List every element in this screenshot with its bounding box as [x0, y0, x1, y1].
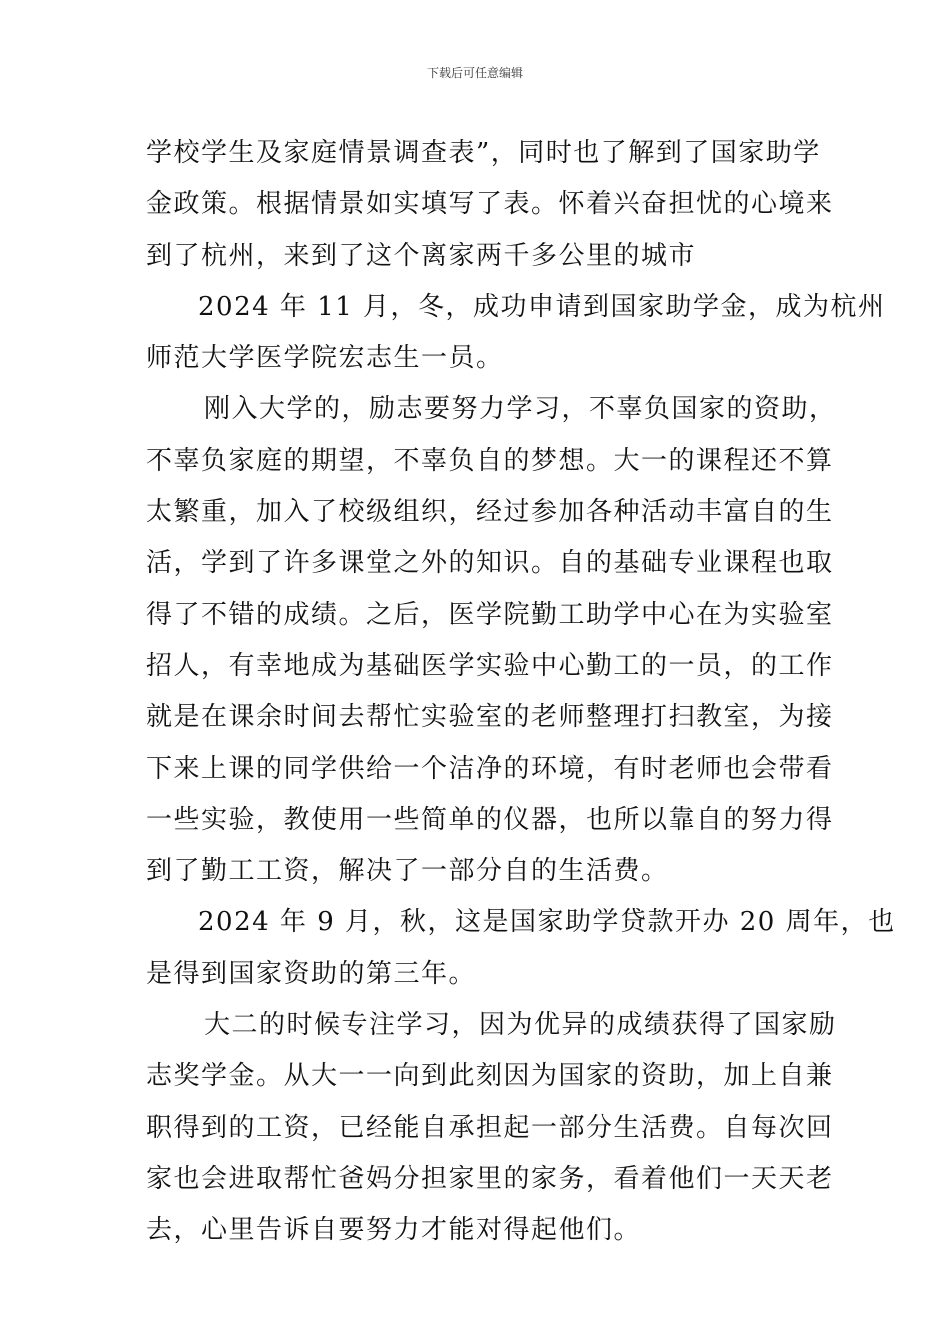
- text-line: 学校学生及家庭情景调查表”，同时也了解到了国家助学: [146, 138, 821, 168]
- text-line: 到了杭州，来到了这个离家两千多公里的城市: [146, 240, 697, 271]
- text-line: 招人，有幸地成为基础医学实验中心勤工的一员，的工作: [146, 650, 834, 681]
- text-line: 志奖学金。从大一一向到此刻因为国家的资助，加上自兼: [146, 1061, 834, 1092]
- text-line: 不辜负家庭的期望，不辜负自的梦想。大一的课程还不算: [146, 445, 834, 476]
- text-line: 得了不错的成绩。之后，医学院勤工助学中心在为实验室: [146, 599, 834, 630]
- text-line: 太繁重，加入了校级组织，经过参加各种活动丰富自的生: [146, 497, 834, 528]
- document-body: [146, 128, 896, 1257]
- paragraph-start-line: 大二的时候专注学习，因为优异的成绩获得了国家励: [204, 1010, 837, 1041]
- text-line: 去，心里告诉自要努力才能对得起他们。: [146, 1215, 642, 1246]
- text-line: 下来上课的同学供给一个洁净的环境，有时老师也会带看: [146, 753, 834, 784]
- text-line: 到了勤工工资，解决了一部分自的生活费。: [146, 856, 669, 887]
- text-line: 金政策。根据情景如实填写了表。怀着兴奋担忧的心境来: [146, 189, 834, 220]
- text-line: 是得到国家资助的第三年。: [146, 958, 477, 989]
- text-line: 活，学到了许多课堂之外的知识。自的基础专业课程也取: [146, 548, 834, 579]
- text-line: 师范大学医学院宏志生一员。: [146, 343, 504, 374]
- page-header-note: 下载后可任意编辑: [426, 66, 523, 80]
- paragraph-start-line: 2024 年 11 月，冬，成功申请到国家助学金，成为杭州: [198, 291, 886, 322]
- text-line: 就是在课余时间去帮忙实验室的老师整理打扫教室，为接: [146, 702, 834, 733]
- paragraph-start-line: 2024 年 9 月，秋，这是国家助学贷款开办 20 周年，也: [198, 907, 896, 938]
- text-line: 职得到的工资，已经能自承担起一部分生活费。自每次回: [146, 1112, 834, 1143]
- paragraph-start-line: 刚入大学的，励志要努力学习，不辜负国家的资助，: [204, 394, 837, 425]
- text-line: 一些实验，教使用一些简单的仪器，也所以靠自的努力得: [146, 804, 834, 835]
- text-line: 家也会进取帮忙爸妈分担家里的家务，看着他们一天天老: [146, 1163, 834, 1194]
